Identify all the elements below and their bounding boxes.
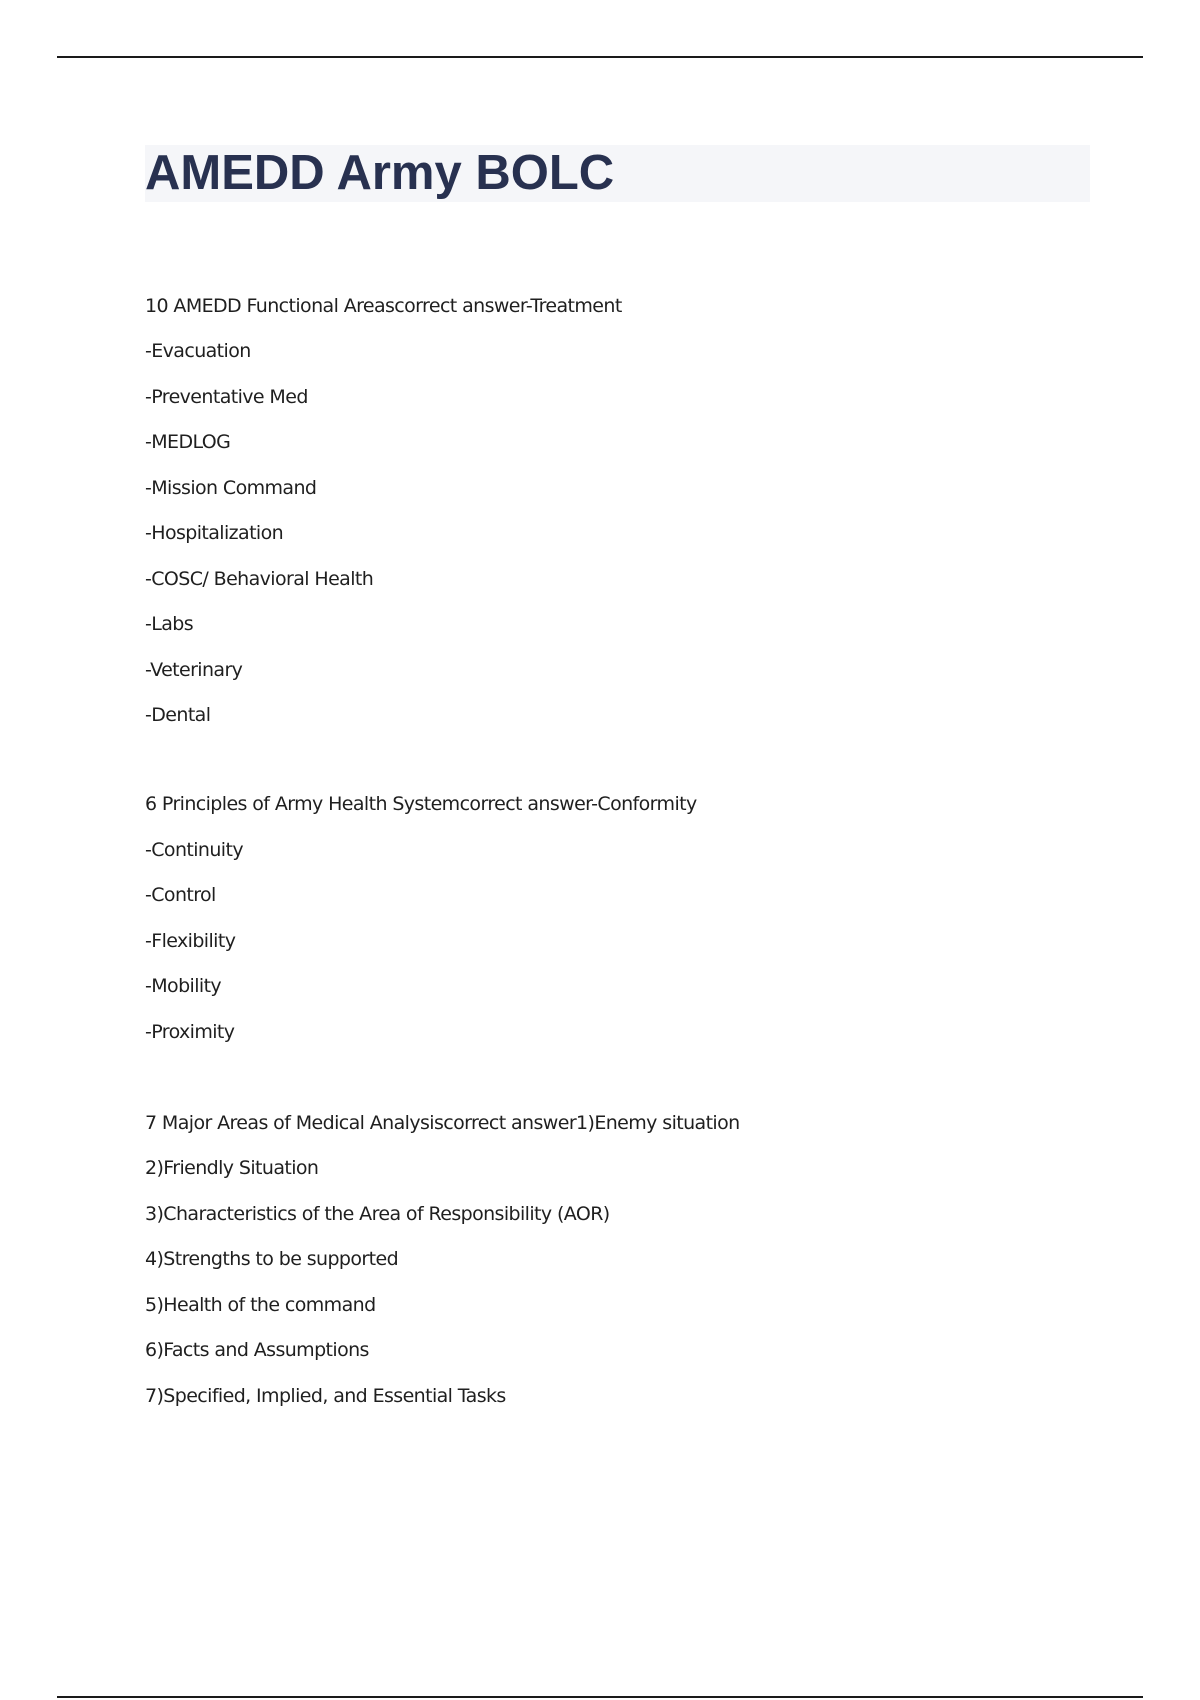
answer-line: 4)Strengths to be supported <box>145 1248 399 1270</box>
question-line: 6 Principles of Army Health Systemcorrect answer-Conformity <box>145 793 697 815</box>
page-top-rule <box>57 56 1143 58</box>
question-line: 10 AMEDD Functional Areascorrect answer-Treatment <box>145 295 622 317</box>
answer-line: -Flexibility <box>145 930 236 952</box>
document-title: AMEDD Army BOLC <box>145 146 615 200</box>
answer-line: -COSC/ Behavioral Health <box>145 568 374 590</box>
answer-line: -MEDLOG <box>145 431 231 453</box>
answer-line: 5)Health of the command <box>145 1294 376 1316</box>
page-bottom-rule <box>57 1696 1143 1698</box>
answer-line: -Mobility <box>145 975 222 997</box>
answer-line: -Proximity <box>145 1021 235 1043</box>
answer-line: -Dental <box>145 704 211 726</box>
answer-line: 2)Friendly Situation <box>145 1157 319 1179</box>
answer-line: -Mission Command <box>145 477 317 499</box>
answer-line: -Labs <box>145 613 194 635</box>
answer-line: -Control <box>145 884 216 906</box>
answer-line: 6)Facts and Assumptions <box>145 1339 369 1361</box>
answer-line: -Preventative Med <box>145 386 308 408</box>
answer-line: 3)Characteristics of the Area of Responsibility (AOR) <box>145 1203 610 1225</box>
answer-line: -Hospitalization <box>145 522 284 544</box>
answer-line: 7)Specified, Implied, and Essential Tasks <box>145 1385 506 1407</box>
answer-line: -Veterinary <box>145 659 243 681</box>
question-line: 7 Major Areas of Medical Analysiscorrect answer1)Enemy situation <box>145 1112 740 1134</box>
answer-line: -Evacuation <box>145 340 251 362</box>
answer-line: -Continuity <box>145 839 243 861</box>
